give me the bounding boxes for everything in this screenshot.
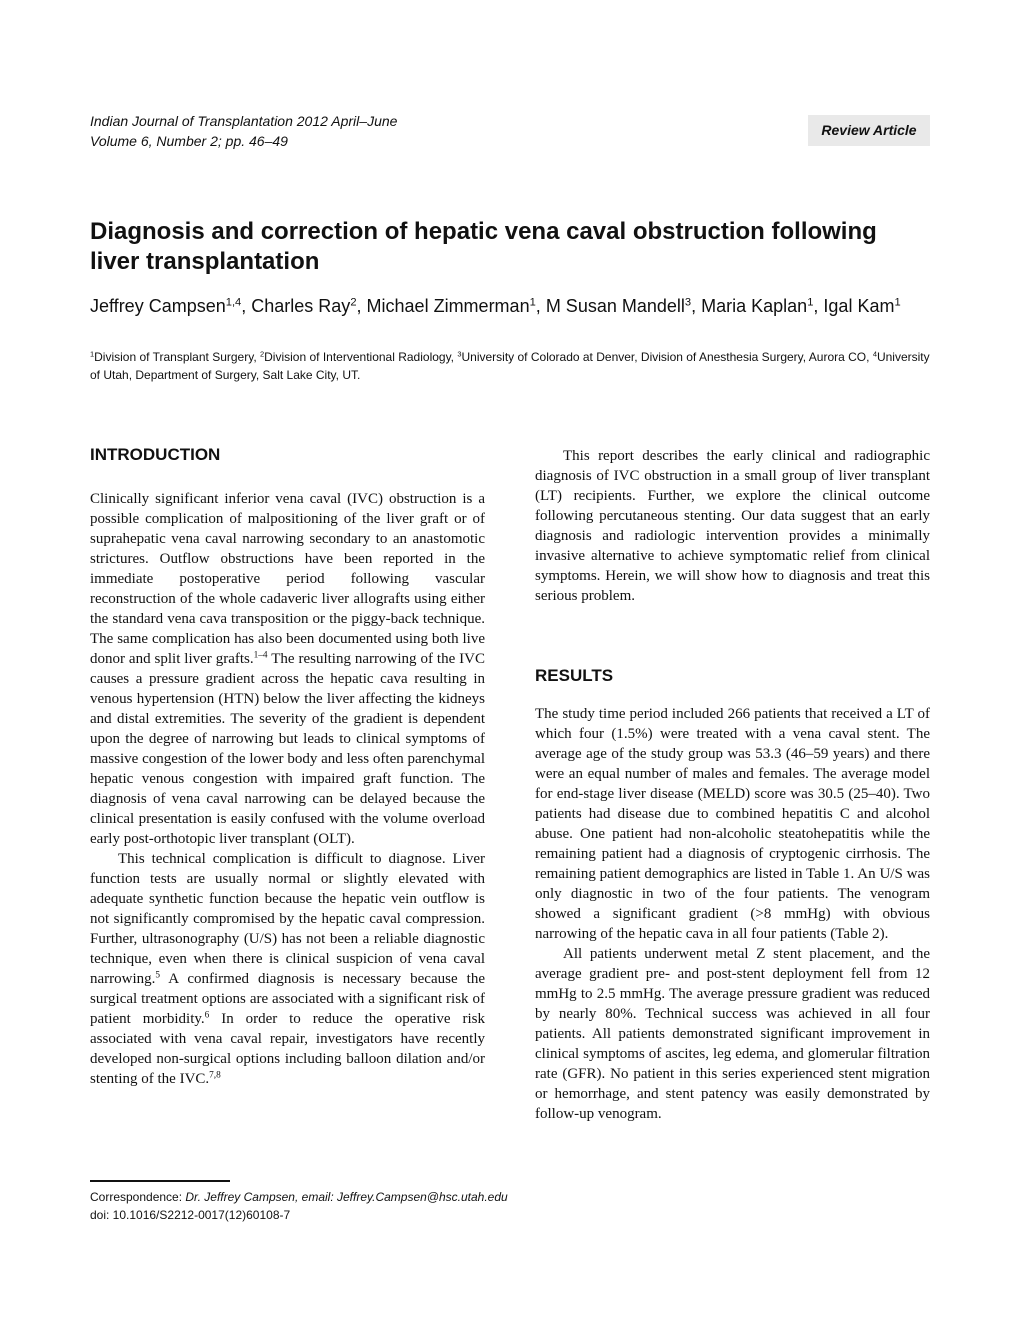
- correspondence-label: Correspondence:: [90, 1190, 186, 1204]
- author-affiliation-mark: 1: [529, 296, 536, 309]
- affiliation-text: University of Utah, Department of Surgery, Salt Lake City, UT.: [90, 350, 930, 382]
- doi-line: doi: 10.1016/S2212-0017(12)60108-7: [90, 1208, 291, 1222]
- affiliation-number: 1: [90, 349, 95, 359]
- right-column: [535, 446, 930, 1124]
- author-name: Jeffrey Campsen: [90, 296, 226, 316]
- journal-name-line: Indian Journal of Transplantation 2012 April–June: [90, 113, 398, 129]
- author-list: Jeffrey Campsen$^{1,4}$, Charles Ray$^2$, Michael Zimmerman$^1$, M Susan Mandell$^3$, Maria Kaplan$^1$, Igal Kam$^1$: [90, 296, 901, 316]
- footnote-rule: [90, 1180, 230, 1182]
- author-name: Igal Kam: [823, 296, 895, 316]
- author-name: Charles Ray: [251, 296, 351, 316]
- affiliation-number: 4: [872, 349, 877, 359]
- paragraph-text: The resulting narrowing of the IVC causes a pressure gradient across the hepatic cava resulting in venous hypertension (HTN) below the liver affecting the kidneys and distal extremities. The severity of the gradient is dependent upon the degree of narrowing but leads to clinical symptoms of massive congestion of the lower body and less often parenchymal hepatic venous congestion with impaired graft function. The diagnosis of vena caval narrowing can be delayed because the clinical presentation is easily confused with the volume overload early post-orthotopic liver transplant (OLT).: [90, 651, 485, 847]
- introduction-paragraph-2: [90, 849, 485, 1089]
- introduction-continuation-paragraph: This report describes the early clinical and radiographic diagnosis of IVC obstruction in a small group of liver transplant (LT) recipients. Further, we explore the clinical outcome following percutaneous stenting. Our data suggest that an early diagnosis and radiologic intervention provides a minimally invasive alternative to achieve symptomatic relief from clinical symptoms. Herein, we will show how to diagnosis and treat this serious problem.: [535, 448, 930, 604]
- affiliation-number: 3: [457, 349, 462, 359]
- article-type-badge: Review Article: [808, 115, 930, 146]
- left-column: [90, 443, 485, 1089]
- author-affiliation-mark: 1: [807, 296, 814, 309]
- citation-mark: 6: [204, 1010, 210, 1021]
- correspondence-contact: Dr. Jeffrey Campsen, email: Jeffrey.Campsen@hsc.utah.edu: [185, 1190, 508, 1204]
- results-paragraph-1: The study time period included 266 patients that received a LT of which four (1.5%) were treated with a vena caval stent. The average age of the study group was 53.3 (46–59 years) and there were an equal number of males and females. The average model for end-stage liver disease (MELD) score was 30.5 (25–40). Two patients had disease due to combined hepatitis C and alcohol abuse. One patient had non-alcoholic steatohepatitis while the remaining patient had a diagnosis of cryptogenic cirrhosis. The remaining patient demographics are listed in Table 1. An U/S was only diagnostic in two of the four patients. The venogram showed a significant gradient (>8 mmHg) with obvious narrowing of the hepatic cava in all four patients (Table 2).: [535, 706, 930, 942]
- affiliation-text: Division of Transplant Surgery,: [94, 350, 260, 364]
- journal-citation: [90, 111, 397, 151]
- results-paragraph-2: All patients underwent metal Z stent placement, and the average gradient pre- and post-stent deployment fell from 12 mmHg to 2.5 mmHg. The average pressure gradient was reduced by nearly 80%. Technical success was achieved in all four patients. All patients demonstrated significant improvement in clinical symptoms of ascites, leg edema, and glomerular filtration rate (GFR). No patient in this series experienced stent migration or hemorrhage, and stent patency was easily demonstrated by follow-up venogram.: [535, 946, 930, 1122]
- affiliation-text: University of Colorado at Denver, Division of Anesthesia Surgery, Aurora CO,: [461, 350, 873, 364]
- affiliation-text: Division of Interventional Radiology,: [264, 350, 458, 364]
- affiliations: [90, 348, 930, 384]
- article-title: Diagnosis and correction of hepatic vena caval obstruction following liver transplantation: [90, 218, 877, 275]
- citation-mark: 7,8: [209, 1070, 221, 1081]
- author-affiliation-mark: 3: [684, 296, 692, 309]
- author-name: Maria Kaplan: [701, 296, 808, 316]
- introduction-heading: INTRODUCTION: [90, 445, 221, 464]
- author-name: Michael Zimmerman: [366, 296, 530, 316]
- author-name: M Susan Mandell: [545, 296, 685, 316]
- correspondence-line: [90, 1188, 508, 1206]
- paragraph-text: Clinically significant inferior vena caval (IVC) obstruction is a possible complication of malpositioning of the liver graft or of suprahepatic vena caval narrowing secondary to an anastomotic strictures. Outflow obstructions have been reported in the immediate postoperative period following vascular reconstruction of the whole cadaveric liver allografts using either the standard vena cava transposition or the piggy-back technique. The same complication has also been documented using both live donor and split liver grafts.: [90, 491, 485, 667]
- citation-mark: 5: [155, 970, 161, 981]
- paragraph-text: This technical complication is difficult to diagnose. Liver function tests are usually normal or slightly elevated with adequate synthetic function because the hepatic vein outflow is not significantly compromised by the hepatic caval compression. Further, ultrasonography (U/S) has not been a reliable diagnostic technique, even when there is clinical suspicion of vena caval narrowing.: [90, 851, 485, 987]
- paragraph-text: In order to reduce the operative risk associated with vena caval repair, investigators have recently developed non-surgical options including balloon dilation and/or stenting of the IVC.: [90, 1011, 485, 1087]
- author-affiliation-mark: 1,4: [225, 296, 242, 309]
- author-affiliation-mark: 2: [350, 296, 357, 309]
- results-heading: RESULTS: [535, 666, 614, 685]
- author-affiliation-mark: 1: [894, 296, 901, 309]
- citation-mark: 1–4: [253, 650, 268, 661]
- introduction-paragraph-1: [90, 489, 485, 849]
- correspondence-footnote: [90, 1188, 508, 1224]
- paragraph-text: A confirmed diagnosis is necessary because the surgical treatment options are associated with a significant risk of patient morbidity.: [90, 971, 485, 1027]
- journal-volume-line: Volume 6, Number 2; pp. 46–49: [90, 133, 288, 149]
- affiliation-number: 2: [260, 349, 265, 359]
